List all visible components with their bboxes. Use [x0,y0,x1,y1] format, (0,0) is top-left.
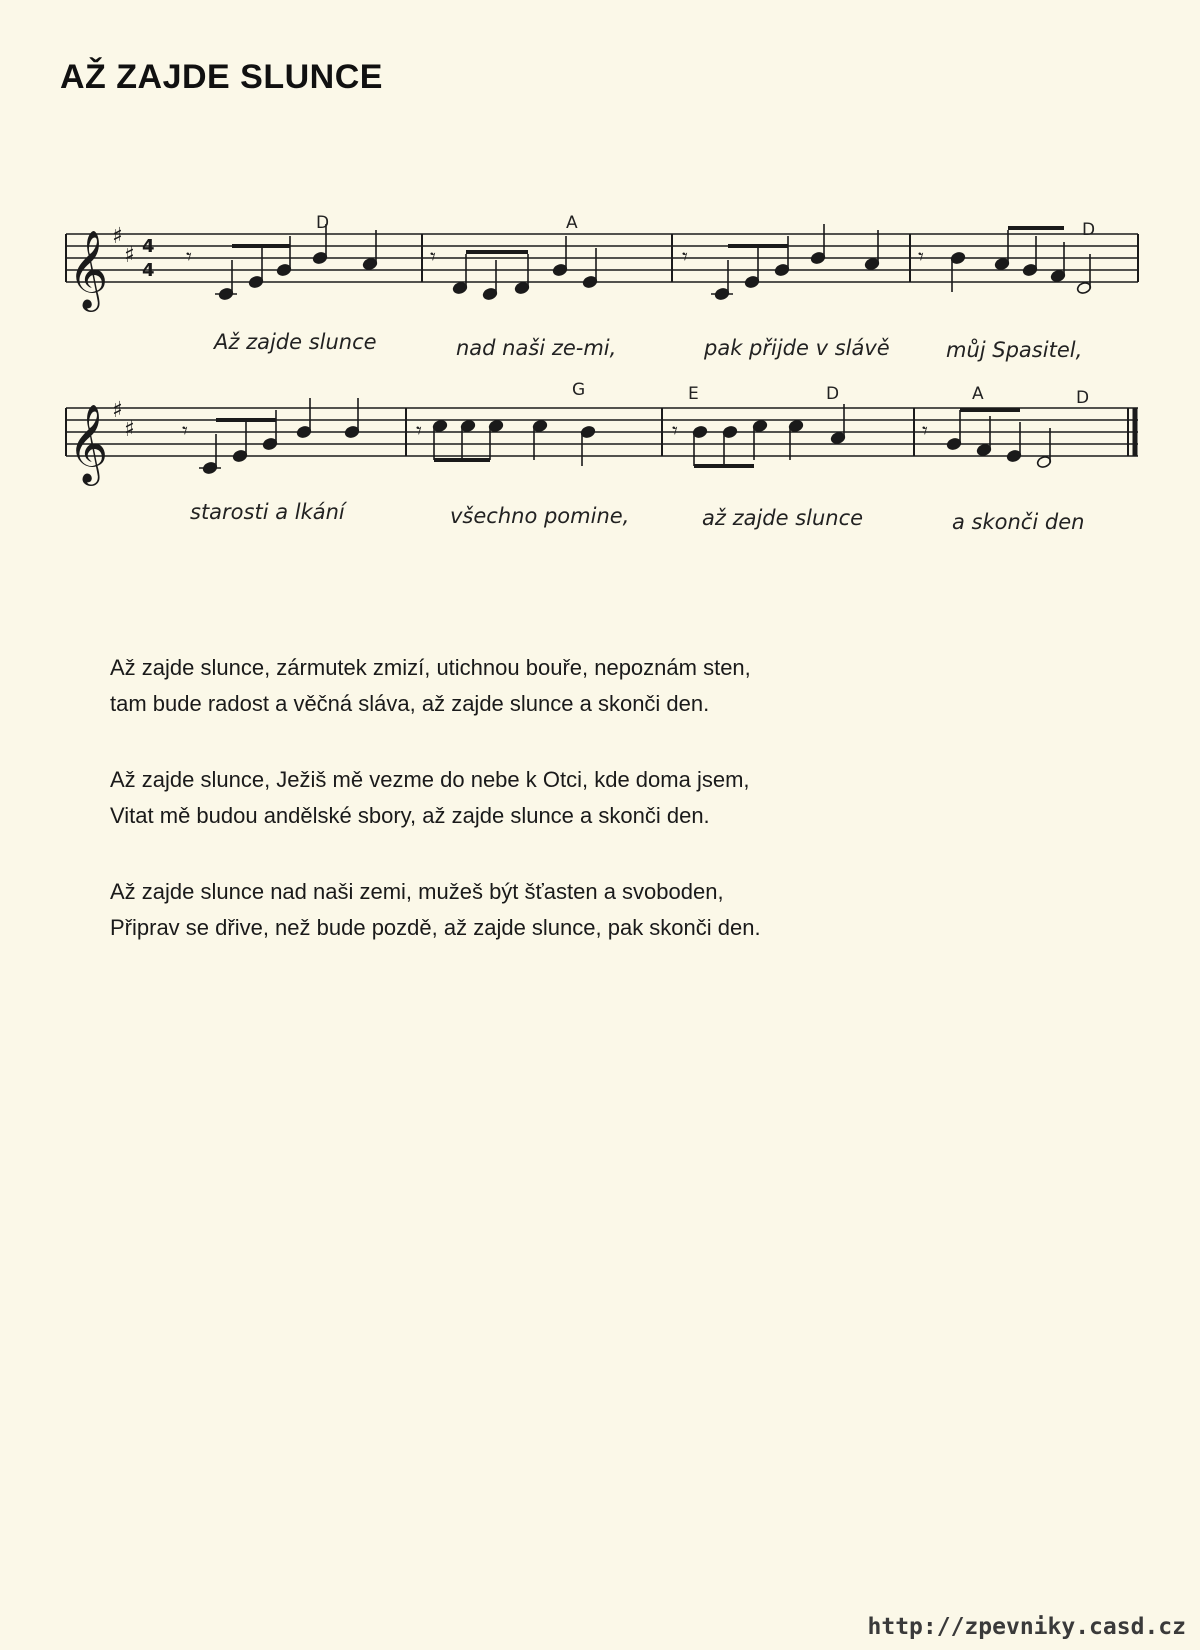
staff-lines-1 [66,234,1138,282]
svg-text:♯: ♯ [124,417,135,442]
verse-line: Až zajde slunce, zármutek zmizí, utichnou bouře, nepoznám sten, [110,655,751,680]
chord-symbol: D [1076,388,1090,408]
lyric-phrase: až zajde slunce [702,506,864,530]
chord-symbol: D [826,384,840,404]
chord-symbol: D [316,213,330,233]
staff-lines-2 [66,408,1138,456]
lyric-phrase: pak přijde v slávě [704,336,890,360]
svg-text:𝄾: 𝄾 [682,245,688,270]
verse-line: Až zajde slunce, Ježiš mě vezme do nebe k Otci, kde doma jsem, [110,767,750,792]
music-score [0,0,1200,560]
key-signature-sharps-icon [112,224,135,442]
svg-text:𝄾: 𝄾 [922,419,928,444]
svg-text:4: 4 [142,260,155,281]
chord-symbol: D [1082,220,1096,240]
svg-text:𝄞: 𝄞 [68,230,109,309]
chord-symbol: A [566,213,578,233]
lyric-phrase: všechno pomine, [450,504,630,528]
lyric-phrase: nad naši ze-mi, [456,336,617,360]
svg-text:𝄾: 𝄾 [182,419,188,444]
svg-text:♯: ♯ [112,224,123,249]
svg-text:4: 4 [142,236,155,257]
verse-line: Vitat mě budou andělské sbory, až zajde slunce a skonči den. [110,803,710,828]
verse-3 [110,874,1110,946]
verse-line: Připrav se dřive, než bude pozdě, až zajde slunce, pak skonči den. [110,915,761,940]
lyric-phrase: Až zajde slunce [214,330,377,354]
verse-line: tam bude radost a věčná sláva, až zajde slunce a skonči den. [110,691,710,716]
verse-2 [110,762,1110,834]
lyric-phrase: můj Spasitel, [946,338,1083,362]
svg-text:𝄞: 𝄞 [68,404,109,483]
lyric-phrase: a skonči den [952,510,1085,534]
svg-text:♯: ♯ [112,398,123,423]
chord-symbol: E [688,384,699,404]
song-title: AŽ ZAJDE SLUNCE [60,58,383,96]
svg-text:𝄾: 𝄾 [672,419,678,444]
treble-clef-icon [68,230,108,486]
verse-line: Až zajde slunce nad naši zemi, mužeš být šťasten a svoboden, [110,879,724,904]
source-url[interactable]: http://zpevniky.casd.cz [867,1614,1186,1640]
verse-1 [110,650,1110,722]
svg-text:𝄾: 𝄾 [186,245,192,270]
svg-text:♯: ♯ [124,243,135,268]
verses-block [110,650,1110,986]
chord-symbol: G [572,380,586,400]
chord-symbol: A [972,384,984,404]
svg-text:𝄾: 𝄾 [918,245,924,270]
lyric-phrase: starosti a lkání [190,500,345,524]
svg-text:𝄾: 𝄾 [430,245,436,270]
svg-text:𝄾: 𝄾 [416,419,422,444]
